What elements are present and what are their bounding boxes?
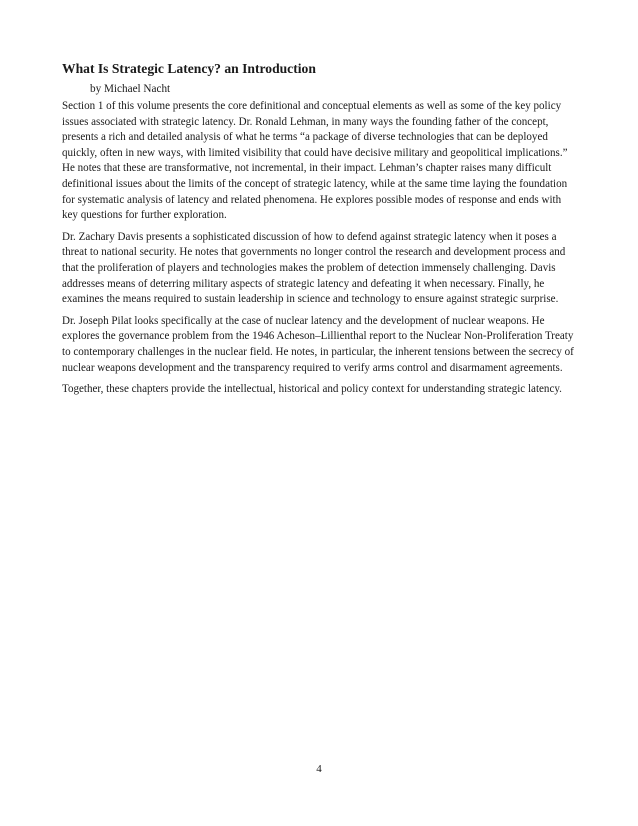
paragraph-section-overview: Section 1 of this volume presents the core definitional and conceptual elements as well as some of the key policy issues associated with strategic latency. Dr. Ronald Lehman, in many ways the founding father of the concept, presents a rich and detailed analysis of what he terms “a package of diverse technologies that can be deployed quickly, often in new ways, with limited visibility that could have decisive military and geopolitical implications.” He notes that these are transformative, not incremental, in their impact. Lehman’s chapter raises many difficult definitional issues about the limits of the concept of strategic latency, while at the same time laying the foundation for systematic analysis of latency and related phenomena. He explores possible modes of response and ends with key questions for further exploration. <box>62 100 568 222</box>
page-title: What Is Strategic Latency? an Introduction <box>62 61 316 76</box>
paragraph-pilat: Dr. Joseph Pilat looks specifically at the case of nuclear latency and the development of nuclear weapons. He explores the governance problem from the 1946 Acheson–Lillienthal report to the Nuclear Non-Proliferation Treaty to contemporary challenges in the nuclear field. He notes, in particular, the inherent tensions between the secrecy of nuclear weapons development and the transparency required to verify arms control and disarmament agreements. <box>62 314 574 374</box>
page-number: 4 <box>316 763 322 775</box>
paragraph-conclusion: Together, these chapters provide the intellectual, historical and policy context for understanding strategic latency. <box>62 383 562 396</box>
page-content <box>62 60 578 404</box>
paragraph-davis: Dr. Zachary Davis presents a sophisticated discussion of how to defend against strategic latency when it poses a threat to national security. He notes that governments no longer control the research and development process and that the proliferation of players and technologies makes the problem of detection immensely challenging. Davis addresses means of deterring military aspects of strategic latency and defeating it when necessary. Finally, he examines the means required to sustain leadership in science and technology to ensure against strategic surprise. <box>62 230 566 306</box>
author-byline: by Michael Nacht <box>90 83 171 95</box>
